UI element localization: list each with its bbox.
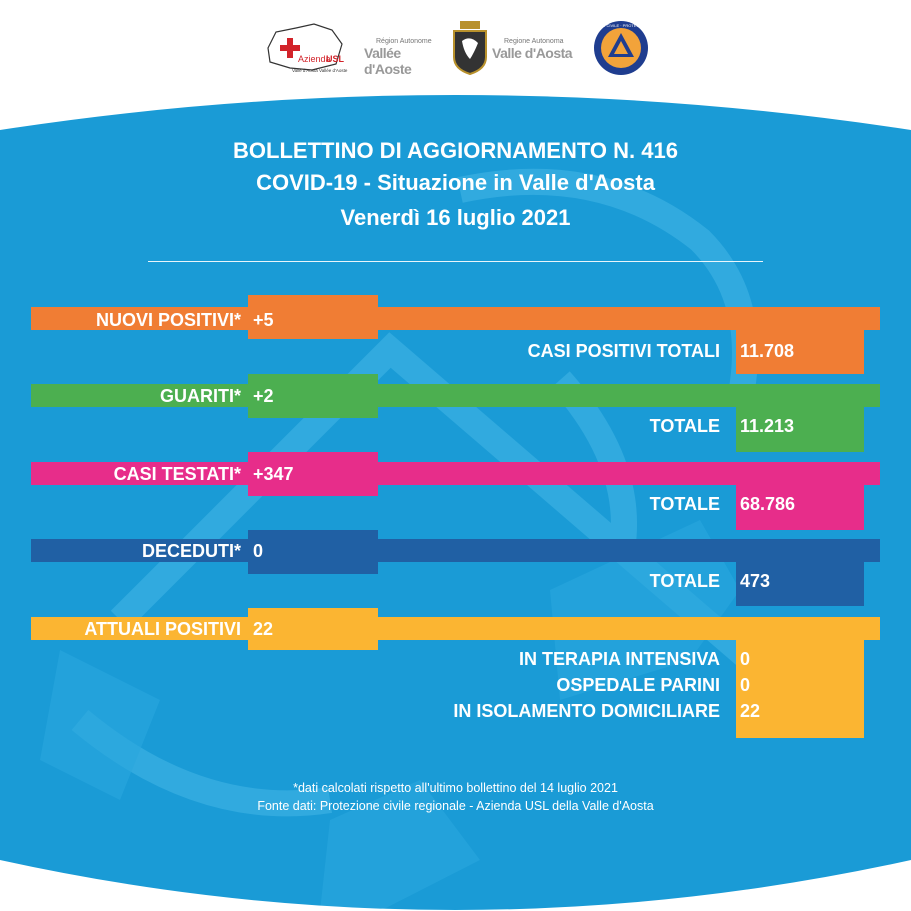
bulletin-date: Venerdì 16 luglio 2021: [340, 205, 571, 230]
positivi-value: +5: [253, 310, 274, 330]
bulletin-title: BOLLETTINO DI AGGIORNAMENTO N. 416: [233, 138, 678, 163]
ospedale-parini-value: 0: [740, 675, 751, 695]
data-source: Fonte dati: Protezione civile regionale - Azienda USL della Valle d'Aosta: [257, 799, 654, 813]
isolamento-domiciliare-value: 22: [740, 701, 761, 721]
deceduti-total-value: 473: [740, 571, 771, 591]
isolamento-domiciliare-label: IN ISOLAMENTO DOMICILIARE: [453, 701, 720, 721]
testati-total-label: TOTALE: [649, 494, 720, 514]
svg-text:USL: USL: [326, 54, 344, 64]
deceduti-value-tab: [248, 530, 378, 574]
deceduti-total-label: TOTALE: [649, 571, 720, 591]
azienda-usl-logo: [262, 20, 348, 76]
guariti-label: GUARITI*: [160, 386, 241, 406]
svg-text:Azienda: Azienda: [298, 54, 331, 64]
region-left-logo: Région Autonome Vallée d'Aoste: [364, 38, 432, 77]
attuali-value: 22: [253, 619, 274, 639]
testati-total-value: 68.786: [740, 494, 796, 514]
region-shield-icon: [452, 19, 488, 75]
terapia-intensiva-label: IN TERAPIA INTENSIVA: [518, 649, 720, 669]
footnote: *dati calcolati rispetto all'ultimo bollettino del 14 luglio 2021: [293, 781, 618, 795]
logo-bar: [0, 0, 911, 100]
ospedale-parini-label: OSPEDALE PARINI: [556, 675, 720, 695]
deceduti-label: DECEDUTI*: [141, 541, 241, 561]
testati-label: CASI TESTATI*: [113, 464, 241, 484]
positivi-total-value: 11.708: [740, 341, 795, 361]
attuali-label: ATTUALI POSITIVI: [84, 619, 241, 639]
region-right-logo: Regione Autonoma Valle d'Aosta: [492, 38, 573, 61]
positivi-total-label: CASI POSITIVI TOTALI: [527, 341, 720, 361]
guariti-total-value: 11.213: [740, 416, 795, 436]
testati-value: +347: [253, 464, 294, 484]
svg-text:PROTEZIONE CIVILE · PROTECTION: PROTEZIONE CIVILE · PROTECTION CIVILE: [579, 23, 663, 28]
civil-protection-logo: [579, 19, 663, 77]
terapia-intensiva-value: 0: [740, 649, 751, 669]
svg-text:Valle d'Aosta Vallée d'Aoste: Valle d'Aosta Vallée d'Aoste: [292, 68, 348, 73]
header-divider: [148, 261, 763, 262]
positivi-label: NUOVI POSITIVI*: [95, 310, 241, 330]
guariti-total-label: TOTALE: [649, 416, 720, 436]
deceduti-value: 0: [253, 541, 264, 561]
guariti-value: +2: [253, 386, 274, 406]
bulletin-subtitle: COVID-19 - Situazione in Valle d'Aosta: [256, 170, 655, 195]
